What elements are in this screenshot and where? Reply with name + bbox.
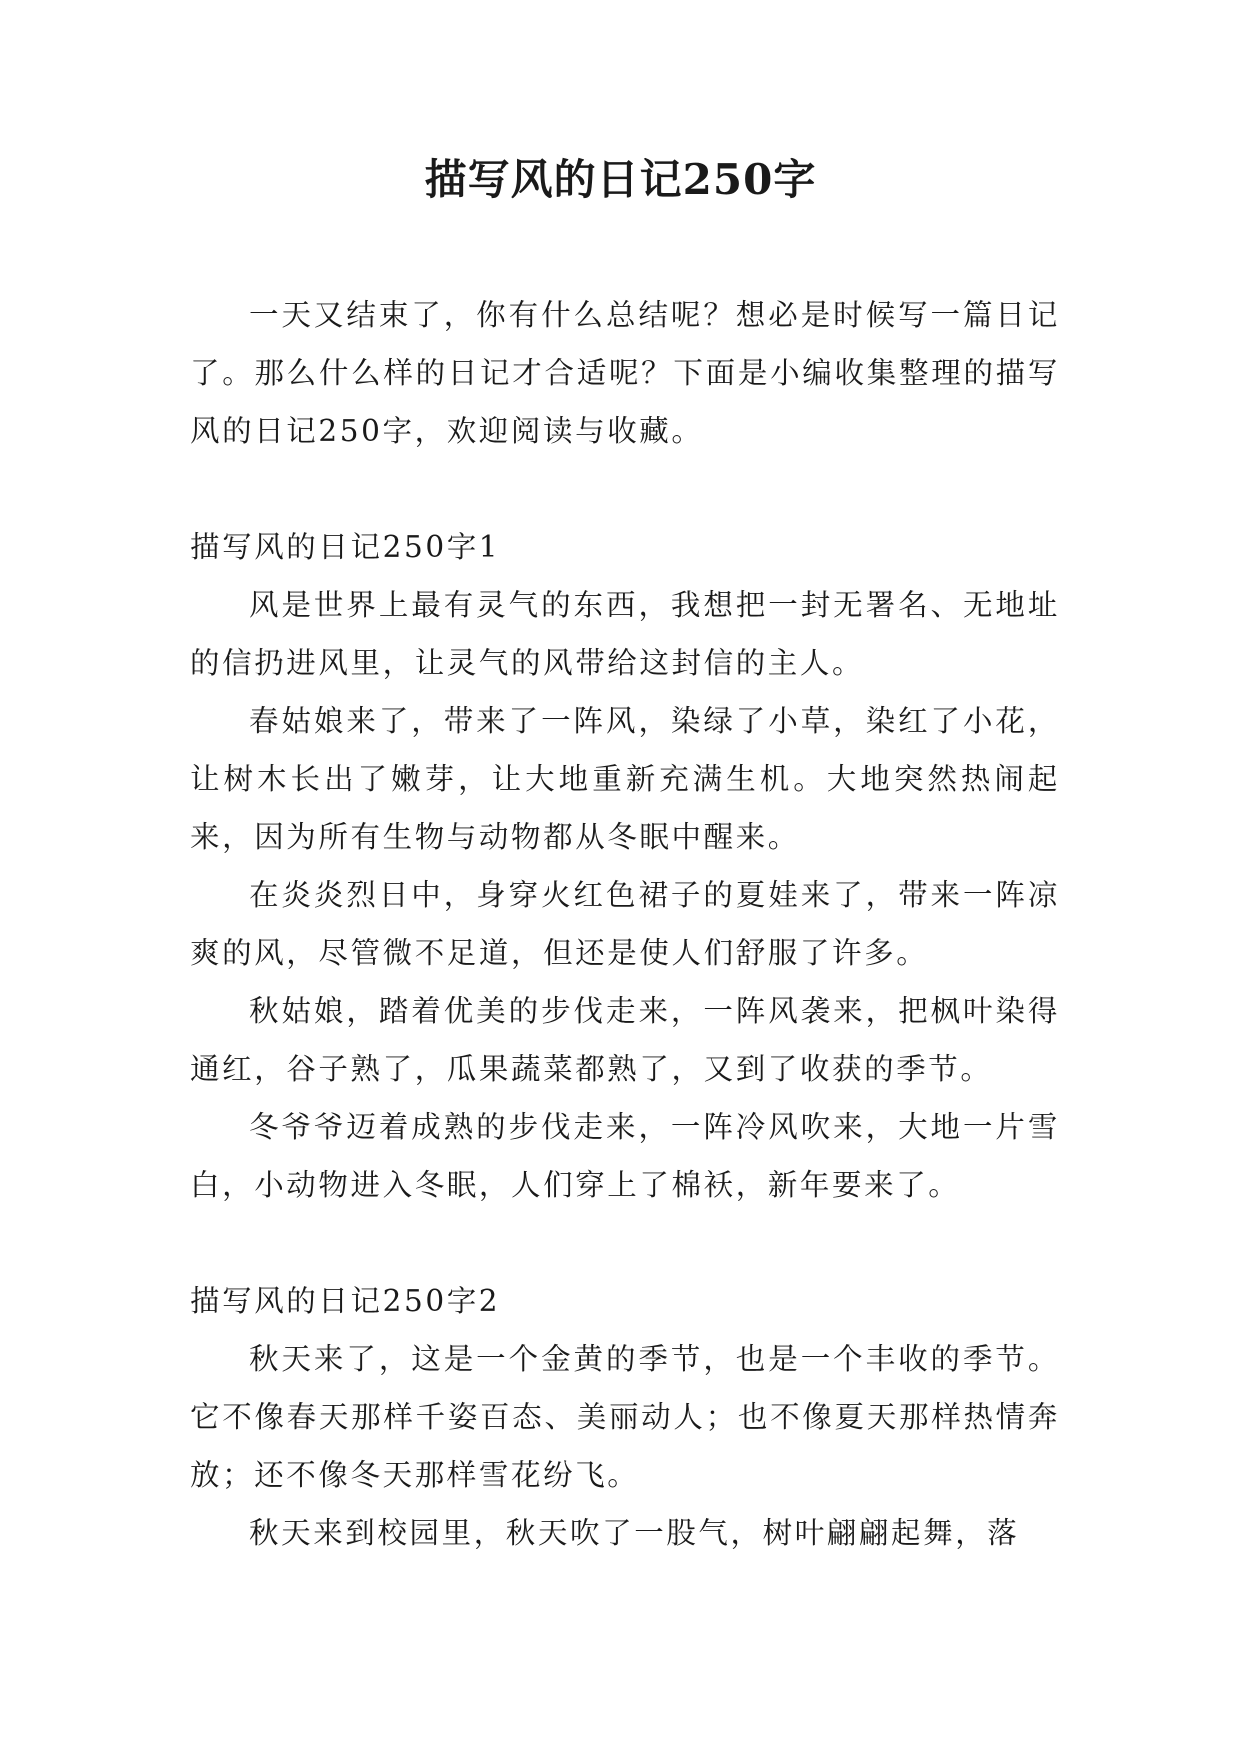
document-title: 描写风的日记250字 xyxy=(424,155,817,204)
paragraph: 秋天来了，这是一个金黄的季节，也是一个丰收的季节。它不像春天那样千姿百态、美丽动人；也不像夏天那样热情奔放；还不像冬天那样雪花纷飞。 xyxy=(190,1342,1060,1492)
section-heading-1: 描写风的日记250字1 xyxy=(190,530,501,564)
paragraph: 秋天来到校园里，秋天吹了一股气，树叶翩翩起舞，落 xyxy=(249,1516,1020,1550)
paragraph: 秋姑娘，踏着优美的步伐走来，一阵风袭来，把枫叶染得通红，谷子熟了，瓜果蔬菜都熟了，又到了收获的季节。 xyxy=(190,994,1060,1086)
paragraph: 在炎炎烈日中，身穿火红色裙子的夏娃来了，带来一阵凉爽的风，尽管微不足道，但还是使人们舒服了许多。 xyxy=(190,878,1060,970)
intro-paragraph: 一天又结束了，你有什么总结呢？想必是时候写一篇日记了。那么什么样的日记才合适呢？下面是小编收集整理的描写风的日记250字，欢迎阅读与收藏。 xyxy=(190,298,1060,448)
paragraph: 春姑娘来了，带来了一阵风，染绿了小草，染红了小花，让树木长出了嫩芽，让大地重新充满生机。大地突然热闹起来，因为所有生物与动物都从冬眠中醒来。 xyxy=(190,704,1060,854)
document-body xyxy=(190,286,1060,1562)
paragraph: 冬爷爷迈着成熟的步伐走来，一阵冷风吹来，大地一片雪白，小动物进入冬眠，人们穿上了棉袄，新年要来了。 xyxy=(190,1110,1060,1202)
paragraph: 风是世界上最有灵气的东西，我想把一封无署名、无地址的信扔进风里，让灵气的风带给这封信的主人。 xyxy=(190,588,1060,680)
section-heading-2: 描写风的日记250字2 xyxy=(190,1284,501,1318)
